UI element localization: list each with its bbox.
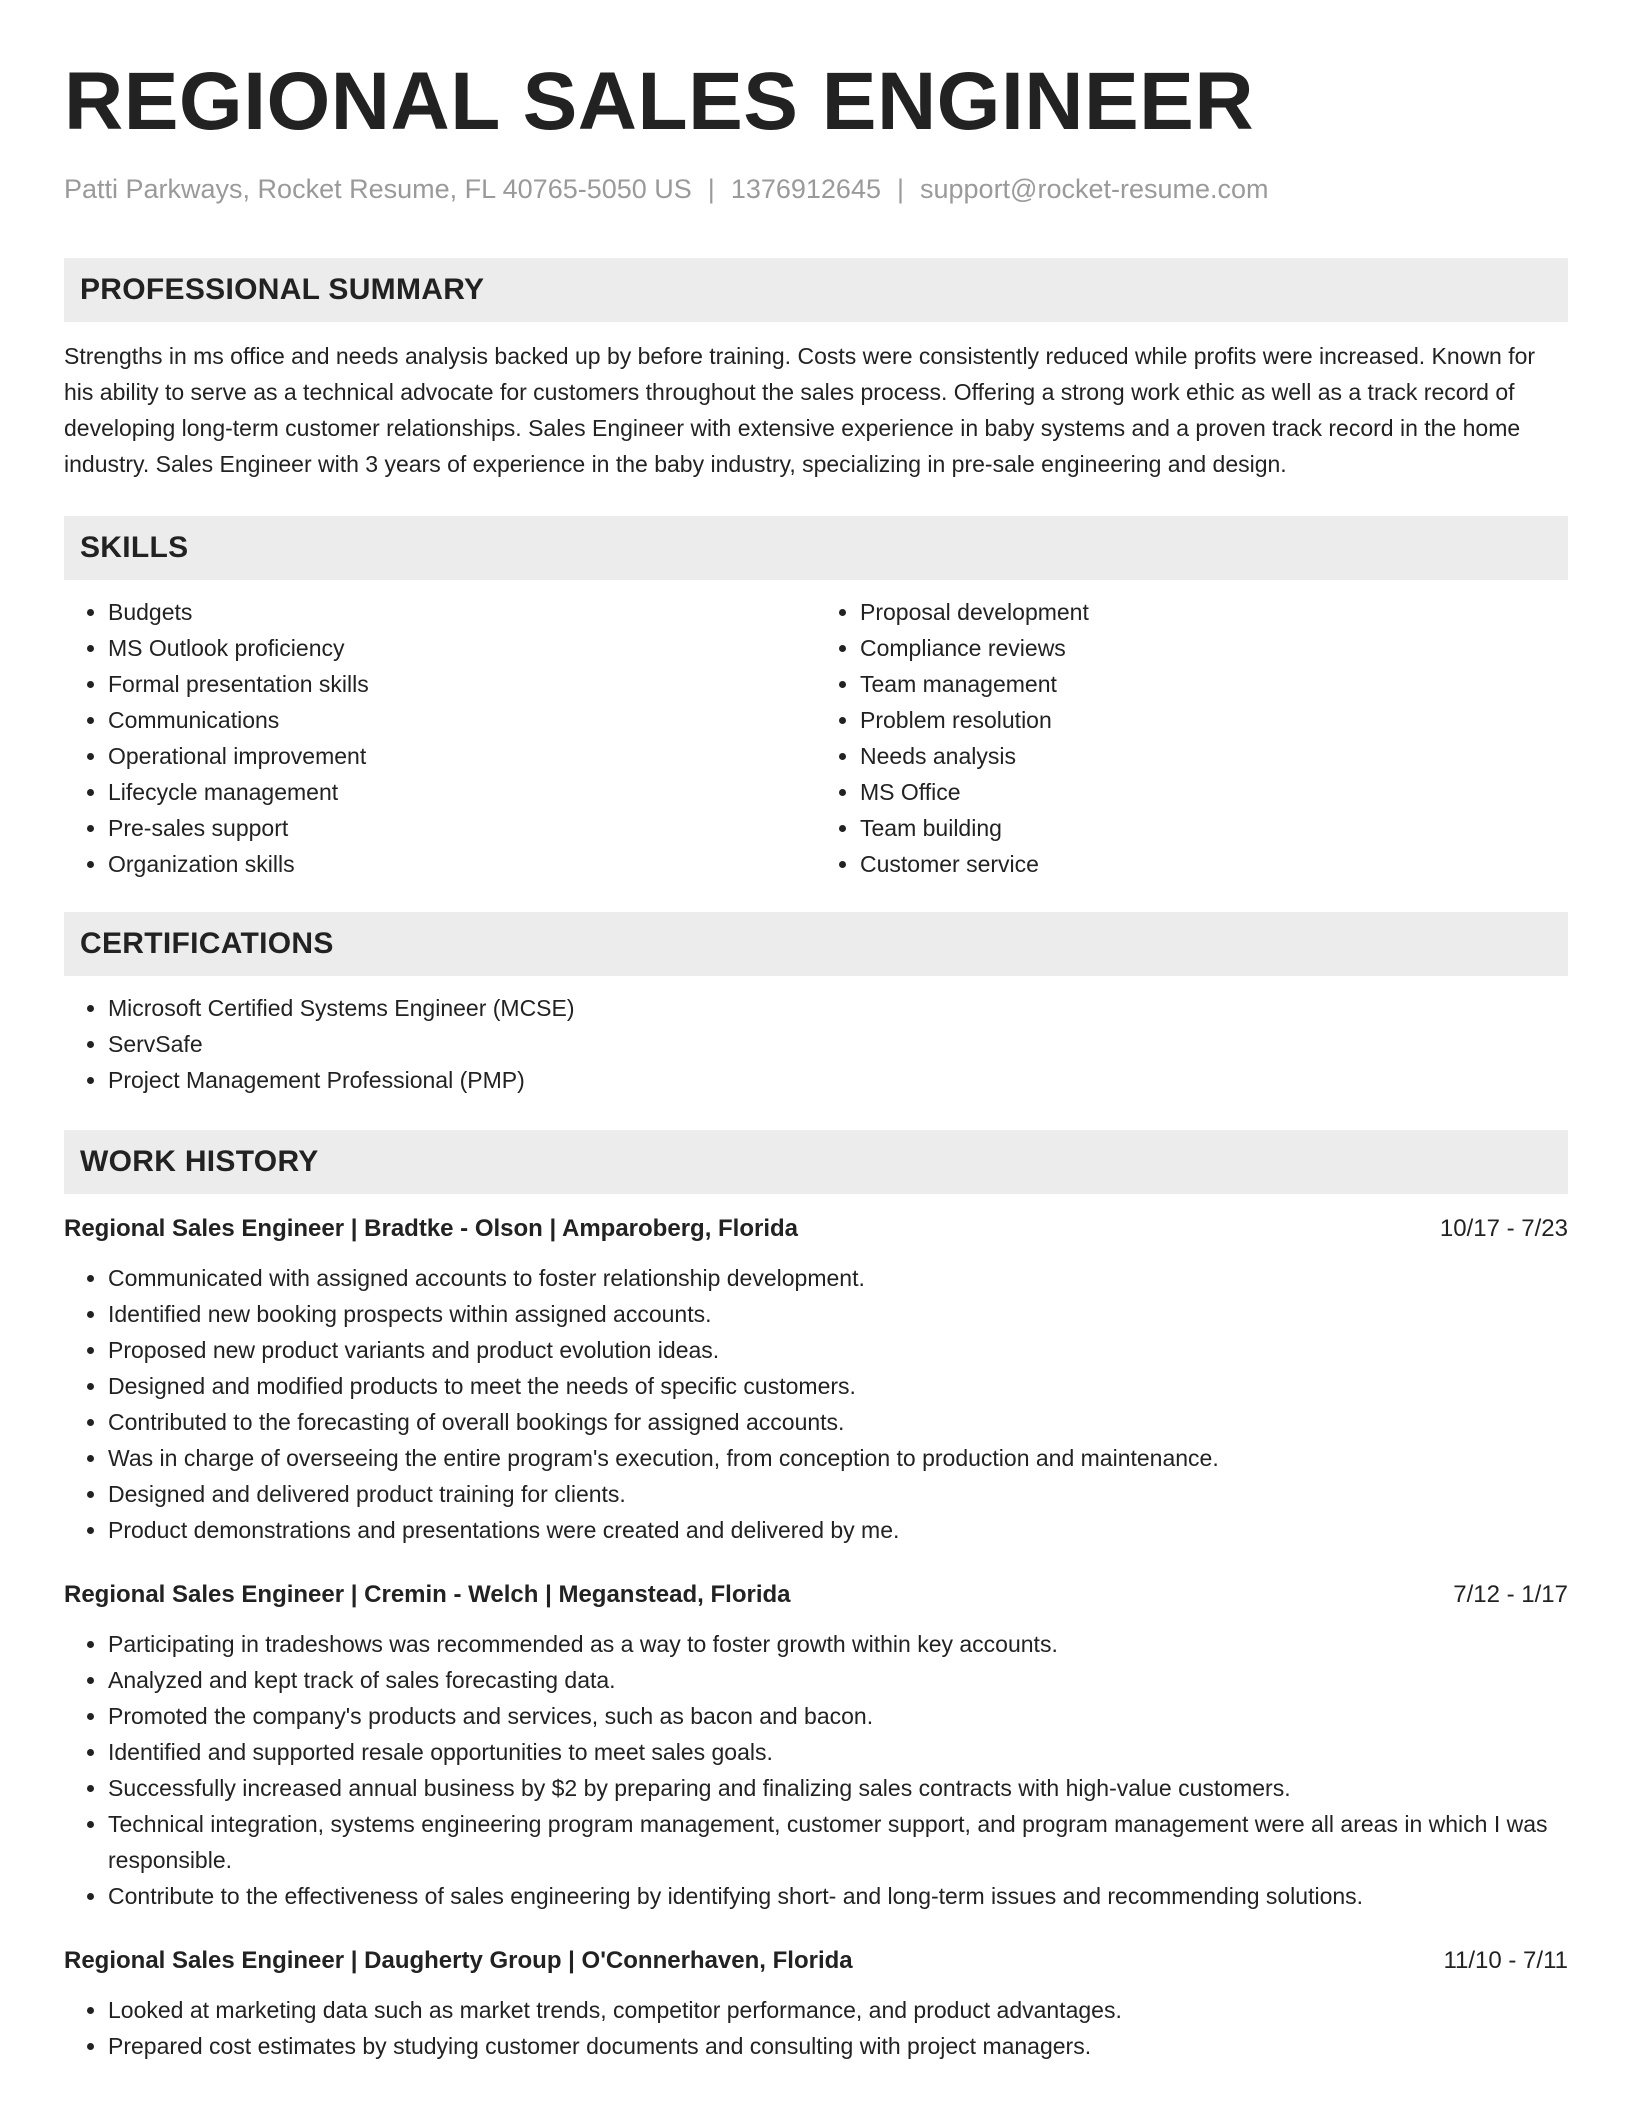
job-bullet: • Designed and delivered product training for clients. <box>108 1476 1568 1512</box>
summary-text: Strengths in ms office and needs analysis backed up by before training. Costs were consistently reduced while profits were increased. Known for his ability to serve as a technical advocate for customers throughout the sales process. Offering a strong work ethic as well as a track record of developing long-term customer relationships. Sales Engineer with extensive experience in baby systems and a proven track record in the home industry. Sales Engineer with 3 years of experience in the baby industry, specializing in pre-sale engineering and design. <box>64 343 1536 477</box>
skill-item: • Team management <box>860 666 1568 702</box>
job-bullets <box>64 1260 1568 1548</box>
certification-item: • ServSafe <box>108 1026 1568 1062</box>
skill-item: • Budgets <box>108 594 816 630</box>
job-bullet: • Looked at marketing data such as market trends, competitor performance, and product advantages. <box>108 1992 1568 2028</box>
skill-item: • Problem resolution <box>860 702 1568 738</box>
job-header <box>64 1578 1568 1612</box>
phone: 1376912645 <box>730 174 881 204</box>
job-entry <box>64 1944 1568 2064</box>
job-bullet: • Contribute to the effectiveness of sales engineering by identifying short- and long-term issues and recommending solutions. <box>108 1878 1568 1914</box>
skill-item: • Pre-sales support <box>108 810 816 846</box>
job-bullet: • Product demonstrations and presentations were created and delivered by me. <box>108 1512 1568 1548</box>
certification-item: • Project Management Professional (PMP) <box>108 1062 1568 1098</box>
section-heading-summary: PROFESSIONAL SUMMARY <box>64 258 1568 322</box>
job-bullet: • Promoted the company's products and services, such as bacon and bacon. <box>108 1698 1568 1734</box>
job-bullet: • Was in charge of overseeing the entire program's execution, from conception to production and maintenance. <box>108 1440 1568 1476</box>
skill-item: • Team building <box>860 810 1568 846</box>
skills-column-left <box>64 594 816 882</box>
skill-item: • MS Outlook proficiency <box>108 630 816 666</box>
job-entry <box>64 1212 1568 1548</box>
separator: | <box>707 174 715 204</box>
skills-column-right <box>816 594 1568 882</box>
job-dates: 11/10 - 7/11 <box>1443 1947 1568 1974</box>
job-bullet: • Proposed new product variants and product evolution ideas. <box>108 1332 1568 1368</box>
job-title: Regional Sales Engineer | Cremin - Welch | Meganstead, Florida <box>64 1581 791 1608</box>
job-dates: 7/12 - 1/17 <box>1453 1581 1568 1608</box>
resume-title: REGIONAL SALES ENGINEER <box>64 56 1255 147</box>
job-bullet: • Contributed to the forecasting of overall bookings for assigned accounts. <box>108 1404 1568 1440</box>
job-bullet: • Prepared cost estimates by studying customer documents and consulting with project managers. <box>108 2028 1568 2064</box>
skills-list <box>64 594 1568 882</box>
job-bullet: • Analyzed and kept track of sales forecasting data. <box>108 1662 1568 1698</box>
job-header <box>64 1944 1568 1978</box>
job-bullets <box>64 1992 1568 2064</box>
job-bullet: • Identified new booking prospects within assigned accounts. <box>108 1296 1568 1332</box>
job-title: Regional Sales Engineer | Bradtke - Olson | Amparoberg, Florida <box>64 1215 799 1242</box>
section-heading-work-history: WORK HISTORY <box>64 1130 1568 1194</box>
contact-line <box>64 172 1568 206</box>
skill-item: • Customer service <box>860 846 1568 882</box>
skill-item: • Lifecycle management <box>108 774 816 810</box>
skill-item: • Communications <box>108 702 816 738</box>
resume-page <box>64 52 1568 2064</box>
skill-item: • Organization skills <box>108 846 816 882</box>
job-title: Regional Sales Engineer | Daugherty Group | O'Connerhaven, Florida <box>64 1947 853 1974</box>
skill-item: • Needs analysis <box>860 738 1568 774</box>
job-bullet: • Successfully increased annual business by $2 by preparing and finalizing sales contracts with high-value customers. <box>108 1770 1568 1806</box>
address: Patti Parkways, Rocket Resume, FL 40765-5050 US <box>64 174 692 204</box>
certification-item: • Microsoft Certified Systems Engineer (MCSE) <box>108 990 1568 1026</box>
skill-item: • Formal presentation skills <box>108 666 816 702</box>
job-bullet: • Technical integration, systems engineering program management, customer support, and program management were all areas in which I was responsible. <box>108 1806 1568 1878</box>
skill-item: • Operational improvement <box>108 738 816 774</box>
job-bullets <box>64 1626 1568 1914</box>
skill-item: • Proposal development <box>860 594 1568 630</box>
section-heading-skills: SKILLS <box>64 516 1568 580</box>
skill-item: • Compliance reviews <box>860 630 1568 666</box>
job-bullet: • Participating in tradeshows was recommended as a way to foster growth within key accounts. <box>108 1626 1568 1662</box>
job-entry <box>64 1578 1568 1914</box>
job-header <box>64 1212 1568 1246</box>
skill-item: • MS Office <box>860 774 1568 810</box>
job-bullet: • Identified and supported resale opportunities to meet sales goals. <box>108 1734 1568 1770</box>
certifications-list <box>64 990 1568 1098</box>
job-dates: 10/17 - 7/23 <box>1439 1215 1568 1242</box>
job-bullet: • Communicated with assigned accounts to foster relationship development. <box>108 1260 1568 1296</box>
job-bullet: • Designed and modified products to meet the needs of specific customers. <box>108 1368 1568 1404</box>
email: support@rocket-resume.com <box>920 174 1269 204</box>
separator: | <box>896 174 904 204</box>
section-heading-certifications: CERTIFICATIONS <box>64 912 1568 976</box>
